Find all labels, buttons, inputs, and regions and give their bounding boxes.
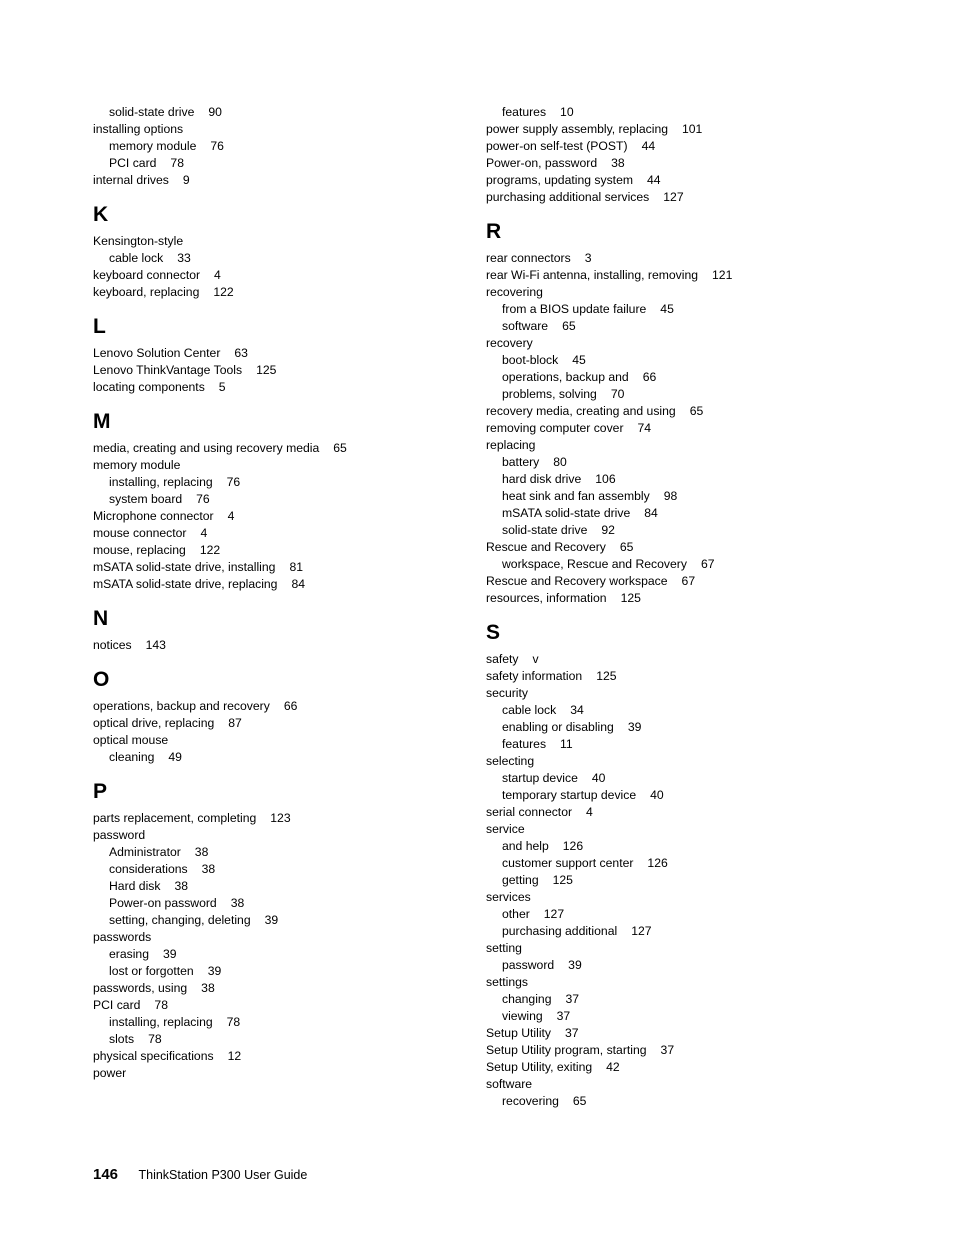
index-term: software xyxy=(502,319,549,333)
index-entry xyxy=(486,668,906,685)
index-entry xyxy=(486,1059,906,1076)
index-entry xyxy=(486,573,906,590)
index-term: safety xyxy=(486,652,519,666)
index-term: workspace, Rescue and Recovery xyxy=(502,557,687,571)
index-entry xyxy=(93,1048,513,1065)
index-entry xyxy=(93,121,513,138)
index-page-number: 49 xyxy=(168,750,182,764)
index-section-letter: M xyxy=(93,410,111,433)
index-term: memory module xyxy=(93,458,181,472)
index-page-number: 67 xyxy=(700,557,715,571)
page-footer xyxy=(93,1166,307,1184)
index-term: recovering xyxy=(502,1094,559,1108)
index-entry xyxy=(93,542,513,559)
index-entry xyxy=(93,810,513,827)
index-term: rear Wi-Fi antenna, installing, removing xyxy=(486,268,699,282)
index-subentry xyxy=(486,702,906,719)
index-subentry xyxy=(93,963,513,980)
index-entry xyxy=(486,974,906,991)
index-subentry xyxy=(486,505,906,522)
index-entry xyxy=(486,1042,906,1059)
index-page-number: 9 xyxy=(182,173,190,187)
index-term: considerations xyxy=(109,862,188,876)
index-subentry xyxy=(486,522,906,539)
index-term: Power-on, password xyxy=(486,156,598,170)
index-term: Lenovo ThinkVantage Tools xyxy=(93,363,243,377)
index-section-letter: R xyxy=(486,220,502,243)
index-page-number: 37 xyxy=(565,992,580,1006)
index-entry xyxy=(486,889,906,906)
index-term: services xyxy=(486,890,531,904)
index-term: features xyxy=(502,105,547,119)
index-page-number: 38 xyxy=(201,862,216,876)
index-page-number: 126 xyxy=(647,856,668,870)
index-term: mSATA solid-state drive, replacing xyxy=(93,577,278,591)
index-term: temporary startup device xyxy=(502,788,637,802)
index-entry xyxy=(93,997,513,1014)
index-page-number: 87 xyxy=(228,716,242,730)
index-entry xyxy=(93,345,513,362)
index-page-number: 78 xyxy=(226,1015,241,1029)
index-term: power supply assembly, replacing xyxy=(486,122,668,136)
index-term: solid-state drive xyxy=(502,523,588,537)
index-term: Administrator xyxy=(109,845,181,859)
index-term: passwords xyxy=(93,930,152,944)
index-entry xyxy=(93,233,513,250)
index-term: memory module xyxy=(109,139,197,153)
index-term: erasing xyxy=(109,947,149,961)
index-subentry xyxy=(486,352,906,369)
index-entry xyxy=(93,362,513,379)
index-term: internal drives xyxy=(93,173,169,187)
index-entry xyxy=(486,651,906,668)
index-page-number: 81 xyxy=(289,560,303,574)
index-subentry xyxy=(93,104,513,121)
index-term: replacing xyxy=(486,438,536,452)
index-term: programs, updating system xyxy=(486,173,633,187)
index-page-number: 39 xyxy=(627,720,642,734)
index-term: getting xyxy=(502,873,539,887)
index-entry xyxy=(93,379,513,396)
index-subentry xyxy=(486,104,906,121)
index-subentry xyxy=(93,250,513,267)
index-term: cable lock xyxy=(109,251,164,265)
index-page-number: 127 xyxy=(663,190,684,204)
index-page-number: 4 xyxy=(214,268,221,282)
index-term: parts replacement, completing xyxy=(93,811,257,825)
index-section-letter: N xyxy=(93,607,109,630)
index-entry xyxy=(486,420,906,437)
index-page-number: 74 xyxy=(637,421,652,435)
document-title: ThinkStation P300 User Guide xyxy=(138,1168,308,1182)
index-term: Setup Utility program, starting xyxy=(486,1043,647,1057)
index-term: installing, replacing xyxy=(109,475,213,489)
index-page-number: 38 xyxy=(174,879,189,893)
index-page-number: 11 xyxy=(560,737,573,751)
index-subentry xyxy=(486,957,906,974)
index-entry xyxy=(486,250,906,267)
index-subentry xyxy=(486,386,906,403)
index-page-number: 127 xyxy=(543,907,565,921)
index-subentry xyxy=(486,301,906,318)
index-subentry xyxy=(486,719,906,736)
index-term: mSATA solid-state drive xyxy=(502,506,631,520)
index-entry xyxy=(486,804,906,821)
index-page-number: 40 xyxy=(650,788,664,802)
index-entry xyxy=(93,732,513,749)
index-subentry xyxy=(486,923,906,940)
index-page-number: 38 xyxy=(611,156,625,170)
index-entry xyxy=(93,715,513,732)
index-page-number: 4 xyxy=(200,526,208,540)
index-section-letter: P xyxy=(93,780,108,803)
index-column-right xyxy=(486,104,906,1110)
index-page-number: 80 xyxy=(553,455,567,469)
index-page-number: 45 xyxy=(572,353,586,367)
index-page-number: 70 xyxy=(610,387,625,401)
index-subentry xyxy=(93,1031,513,1048)
index-entry xyxy=(486,335,906,352)
index-term: setting xyxy=(486,941,522,955)
index-term: heat sink and fan assembly xyxy=(502,489,650,503)
index-term: installing options xyxy=(93,122,184,136)
index-subentry xyxy=(486,556,906,573)
index-term: password xyxy=(93,828,146,842)
index-subentry xyxy=(93,491,513,508)
index-entry xyxy=(486,685,906,702)
index-term: installing, replacing xyxy=(109,1015,213,1029)
index-page-number: 122 xyxy=(213,285,234,299)
index-term: boot-block xyxy=(502,353,559,367)
index-subentry xyxy=(486,1008,906,1025)
index-page-number: 4 xyxy=(586,805,593,819)
index-entry xyxy=(486,940,906,957)
index-term: enabling or disabling xyxy=(502,720,614,734)
index-page-number: 123 xyxy=(270,811,291,825)
index-term: from a BIOS update failure xyxy=(502,302,647,316)
index-page-number: 44 xyxy=(641,139,656,153)
index-term: serial connector xyxy=(486,805,573,819)
index-entry xyxy=(486,138,906,155)
index-term: startup device xyxy=(502,771,578,785)
index-page-number: 66 xyxy=(283,699,298,713)
index-page-number: 125 xyxy=(256,363,277,377)
index-term: hard disk drive xyxy=(502,472,582,486)
index-entry xyxy=(93,929,513,946)
index-term: locating components xyxy=(93,380,205,394)
index-entry xyxy=(93,980,513,997)
index-term: password xyxy=(502,958,555,972)
index-term: recovery media, creating and using xyxy=(486,404,676,418)
index-subentry xyxy=(486,736,906,753)
index-term: keyboard connector xyxy=(93,268,201,282)
index-page-number: 121 xyxy=(712,268,733,282)
index-term: Lenovo Solution Center xyxy=(93,346,221,360)
index-subentry xyxy=(93,1014,513,1031)
index-page-number: 37 xyxy=(556,1009,571,1023)
index-subentry xyxy=(486,787,906,804)
index-term: customer support center xyxy=(502,856,634,870)
index-term: settings xyxy=(486,975,529,989)
index-term: other xyxy=(502,907,530,921)
index-page-number: 33 xyxy=(177,251,191,265)
index-page-number: 65 xyxy=(689,404,704,418)
index-subentry xyxy=(486,471,906,488)
index-subentry xyxy=(486,838,906,855)
index-subentry xyxy=(486,318,906,335)
index-term: Setup Utility, exiting xyxy=(486,1060,593,1074)
index-entry xyxy=(486,437,906,454)
index-entry xyxy=(93,1065,513,1082)
index-page-number: 76 xyxy=(196,492,210,506)
index-term: optical mouse xyxy=(93,733,169,747)
index-term: power-on self-test (POST) xyxy=(486,139,628,153)
index-entry xyxy=(486,189,906,206)
index-section-letter: O xyxy=(93,668,110,691)
index-entry xyxy=(486,403,906,420)
index-term: recovering xyxy=(486,285,543,299)
index-term: operations, backup and recovery xyxy=(93,699,270,713)
index-term: Microphone connector xyxy=(93,509,214,523)
index-subentry xyxy=(93,155,513,172)
index-entry xyxy=(93,576,513,593)
index-page-number: 10 xyxy=(560,105,574,119)
index-term: mSATA solid-state drive, installing xyxy=(93,560,276,574)
index-entry xyxy=(93,559,513,576)
index-term: optical drive, replacing xyxy=(93,716,215,730)
index-page-number: 63 xyxy=(234,346,248,360)
index-term: service xyxy=(486,822,525,836)
index-entry xyxy=(486,267,906,284)
index-entry xyxy=(486,121,906,138)
index-page-number: 45 xyxy=(660,302,674,316)
index-subentry xyxy=(486,906,906,923)
index-subentry xyxy=(486,1093,906,1110)
index-subentry xyxy=(93,912,513,929)
index-page-number: 37 xyxy=(565,1026,579,1040)
index-entry xyxy=(93,284,513,301)
index-entry xyxy=(486,821,906,838)
index-subentry xyxy=(93,844,513,861)
index-page-number: 76 xyxy=(210,139,224,153)
index-entry xyxy=(93,457,513,474)
index-page-number: 40 xyxy=(591,771,606,785)
index-section-letter: S xyxy=(486,621,501,644)
index-term: problems, solving xyxy=(502,387,597,401)
index-page-number: 44 xyxy=(647,173,661,187)
index-entry xyxy=(93,637,513,654)
index-term: features xyxy=(502,737,547,751)
index-term: solid-state drive xyxy=(109,105,195,119)
index-term: Hard disk xyxy=(109,879,161,893)
index-page-number: 78 xyxy=(170,156,184,170)
index-subentry xyxy=(93,861,513,878)
index-page-number: 66 xyxy=(642,370,657,384)
index-term: purchasing additional xyxy=(502,924,618,938)
index-page-number: 38 xyxy=(194,845,209,859)
index-page-number: 65 xyxy=(572,1094,587,1108)
index-term: physical specifications xyxy=(93,1049,214,1063)
index-term: and help xyxy=(502,839,549,853)
index-subentry xyxy=(486,991,906,1008)
index-page-number: 78 xyxy=(154,998,168,1012)
index-entry xyxy=(486,172,906,189)
index-page-number: 12 xyxy=(227,1049,242,1063)
index-page-number: 84 xyxy=(644,506,658,520)
index-page-number: 39 xyxy=(568,958,582,972)
index-page-number: 143 xyxy=(145,638,166,652)
index-term: rear connectors xyxy=(486,251,571,265)
index-term: mouse connector xyxy=(93,526,187,540)
index-subentry xyxy=(486,454,906,471)
index-page-number: 90 xyxy=(208,105,222,119)
index-term: recovery xyxy=(486,336,533,350)
index-entry xyxy=(93,172,513,189)
index-page-number: 38 xyxy=(230,896,245,910)
index-page-number: 4 xyxy=(227,509,235,523)
index-entry xyxy=(486,539,906,556)
index-entry xyxy=(486,1076,906,1093)
index-term: system board xyxy=(109,492,183,506)
index-subentry xyxy=(486,488,906,505)
index-subentry xyxy=(486,770,906,787)
index-term: keyboard, replacing xyxy=(93,285,200,299)
index-subentry xyxy=(486,872,906,889)
index-page-number: 106 xyxy=(595,472,616,486)
index-page-number: 5 xyxy=(218,380,226,394)
index-page-number: 125 xyxy=(620,591,641,605)
index-page-number: 126 xyxy=(562,839,584,853)
index-term: Setup Utility xyxy=(486,1026,552,1040)
index-page-number: 78 xyxy=(148,1032,162,1046)
index-subentry xyxy=(93,474,513,491)
index-page-number: 101 xyxy=(682,122,703,136)
index-term: safety information xyxy=(486,669,583,683)
index-page-number: 38 xyxy=(201,981,215,995)
index-entry xyxy=(486,753,906,770)
index-page-number: 127 xyxy=(631,924,652,938)
index-term: Rescue and Recovery xyxy=(486,540,606,554)
index-section-letter: K xyxy=(93,203,109,226)
index-term: cable lock xyxy=(502,703,557,717)
index-term: passwords, using xyxy=(93,981,188,995)
index-term: changing xyxy=(502,992,552,1006)
index-subentry xyxy=(486,369,906,386)
index-entry xyxy=(486,284,906,301)
index-page-number: 65 xyxy=(562,319,576,333)
index-entry xyxy=(93,440,513,457)
index-page-number: 122 xyxy=(199,543,221,557)
index-entry xyxy=(93,525,513,542)
index-entry xyxy=(486,1025,906,1042)
index-column-left xyxy=(93,104,513,1082)
index-term: security xyxy=(486,686,528,700)
index-entry xyxy=(93,508,513,525)
index-page-number: 125 xyxy=(552,873,573,887)
index-term: removing computer cover xyxy=(486,421,624,435)
index-term: cleaning xyxy=(109,750,155,764)
index-term: Power-on password xyxy=(109,896,217,910)
index-term: operations, backup and xyxy=(502,370,629,384)
index-page-number: 84 xyxy=(291,577,306,591)
index-subentry xyxy=(93,946,513,963)
index-term: power xyxy=(93,1066,127,1080)
index-term: resources, information xyxy=(486,591,607,605)
index-term: purchasing additional services xyxy=(486,190,650,204)
index-page-number: 39 xyxy=(207,964,222,978)
index-entry xyxy=(486,155,906,172)
index-term: viewing xyxy=(502,1009,543,1023)
index-term: slots xyxy=(109,1032,135,1046)
index-subentry xyxy=(93,895,513,912)
index-page-number: 98 xyxy=(663,489,678,503)
index-page-number: 39 xyxy=(264,913,279,927)
index-page-number: 37 xyxy=(660,1043,675,1057)
index-entry xyxy=(93,267,513,284)
index-subentry xyxy=(93,749,513,766)
index-page-number: 65 xyxy=(333,441,347,455)
index-page-number: 76 xyxy=(226,475,241,489)
index-page-number: 3 xyxy=(584,251,592,265)
index-term: lost or forgotten xyxy=(109,964,194,978)
index-entry xyxy=(93,827,513,844)
index-page-number: 42 xyxy=(606,1060,620,1074)
index-entry xyxy=(93,698,513,715)
index-page-number: 34 xyxy=(570,703,584,717)
index-term: Kensington-style xyxy=(93,234,184,248)
index-page-number: 67 xyxy=(681,574,696,588)
index-term: media, creating and using recovery media xyxy=(93,441,320,455)
index-entry xyxy=(486,590,906,607)
index-term: mouse, replacing xyxy=(93,543,186,557)
index-term: setting, changing, deleting xyxy=(109,913,251,927)
index-term: Rescue and Recovery workspace xyxy=(486,574,668,588)
index-term: PCI card xyxy=(93,998,141,1012)
index-page-number: 65 xyxy=(619,540,634,554)
index-subentry xyxy=(486,855,906,872)
index-section-letter: L xyxy=(93,315,106,338)
index-page-number: v xyxy=(532,652,539,666)
index-page-number: 125 xyxy=(596,669,617,683)
index-page-number: 92 xyxy=(601,523,615,537)
index-term: notices xyxy=(93,638,132,652)
index-page-number: 39 xyxy=(162,947,177,961)
page-number: 146 xyxy=(93,1166,119,1183)
index-subentry xyxy=(93,878,513,895)
index-term: PCI card xyxy=(109,156,157,170)
index-subentry xyxy=(93,138,513,155)
index-term: software xyxy=(486,1077,533,1091)
index-term: battery xyxy=(502,455,540,469)
index-term: selecting xyxy=(486,754,535,768)
